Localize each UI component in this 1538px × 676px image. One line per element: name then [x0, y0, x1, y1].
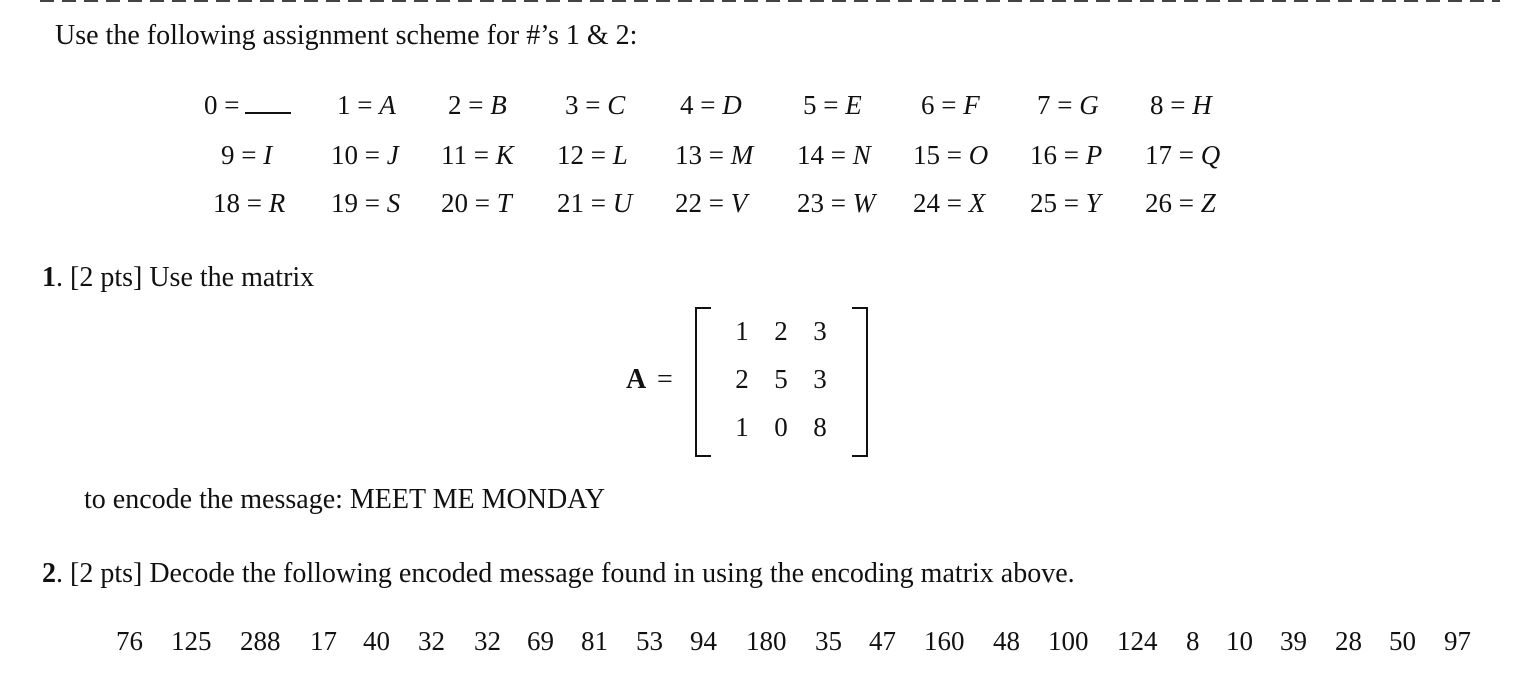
question-1-heading: [42, 262, 314, 294]
scheme-number: 3 =: [565, 90, 608, 120]
scheme-letter: X: [968, 188, 986, 218]
scheme-number: 15 =: [913, 140, 969, 170]
scheme-letter: T: [496, 188, 512, 218]
scheme-letter: I: [263, 140, 273, 170]
scheme-letter: M: [730, 140, 754, 170]
scheme-entry: [1030, 188, 1101, 219]
scheme-entry: [337, 90, 396, 121]
encoded-number: 40: [363, 626, 390, 656]
question-2-heading: [42, 558, 1075, 590]
encoded-number: 47: [869, 626, 896, 656]
scheme-number: 5 =: [803, 90, 846, 120]
scheme-letter: F: [963, 90, 980, 120]
scheme-entry: [565, 90, 625, 121]
encoded-number: 28: [1335, 626, 1362, 656]
question-1-number: 1: [42, 262, 56, 293]
encoded-number: 76: [116, 626, 143, 656]
scheme-number: 13 =: [675, 140, 731, 170]
cut-off-heading: [40, 0, 1500, 2]
encoded-number: 69: [527, 626, 554, 656]
scheme-letter: K: [495, 140, 514, 170]
scheme-letter: V: [730, 188, 748, 218]
scheme-number: 4 =: [680, 90, 723, 120]
matrix-entry: 3: [813, 364, 827, 394]
scheme-entry: [331, 188, 400, 219]
scheme-number: 1 =: [337, 90, 380, 120]
scheme-entry: [803, 90, 862, 121]
matrix-entry: 1: [735, 412, 749, 442]
question-2-text: . [2 pts] Decode the following encoded message found in using the encoding matrix above.: [56, 558, 1075, 589]
scheme-number: 12 =: [557, 140, 613, 170]
question-2-number: 2: [42, 558, 56, 589]
scheme-letter: W: [852, 188, 876, 218]
scheme-letter: J: [386, 140, 399, 170]
scheme-entry: [1150, 90, 1212, 121]
scheme-number: 10 =: [331, 140, 387, 170]
scheme-number: 22 =: [675, 188, 731, 218]
scheme-letter: Z: [1200, 188, 1216, 218]
encoded-number: 48: [993, 626, 1020, 656]
intro-text: Use the following assignment scheme for #’s 1 & 2:: [55, 20, 638, 51]
scheme-entry: [797, 140, 871, 171]
scheme-number: 26 =: [1145, 188, 1201, 218]
matrix-entry: 8: [813, 412, 827, 442]
scheme-letter: N: [852, 140, 871, 170]
scheme-entry: [441, 140, 514, 171]
scheme-number: 11 =: [441, 140, 496, 170]
matrix-entry: 2: [735, 364, 749, 394]
scheme-number: 24 =: [913, 188, 969, 218]
scheme-entry: [913, 140, 988, 171]
encoded-number: 17: [310, 626, 337, 656]
scheme-number: 6 =: [921, 90, 964, 120]
scheme-entry: [675, 188, 747, 219]
encoded-number: 160: [924, 626, 965, 656]
matrix-entry: 5: [774, 364, 788, 394]
scheme-entry: [1145, 188, 1216, 219]
scheme-letter: S: [386, 188, 401, 218]
encoded-number: 39: [1280, 626, 1307, 656]
scheme-number: 25 =: [1030, 188, 1086, 218]
scheme-letter: H: [1192, 90, 1212, 120]
scheme-number: 17 =: [1145, 140, 1201, 170]
scheme-entry: [441, 188, 512, 219]
scheme-letter: C: [607, 90, 626, 120]
encoded-number: 35: [815, 626, 842, 656]
scheme-entry: [557, 140, 628, 171]
scheme-entry: [675, 140, 753, 171]
encoded-number: 53: [636, 626, 663, 656]
scheme-entry: [331, 140, 399, 171]
scheme-letter: E: [845, 90, 862, 120]
scheme-number: 19 =: [331, 188, 387, 218]
scheme-entry: [680, 90, 742, 121]
scheme-entry: [213, 188, 285, 219]
encoded-number: 288: [240, 626, 281, 656]
encoded-number: 81: [581, 626, 608, 656]
encoded-number: 8: [1186, 626, 1200, 656]
scheme-letter: B: [490, 90, 507, 120]
scheme-entry: [1145, 140, 1220, 171]
scheme-entry: [557, 188, 632, 219]
scheme-entry: [204, 90, 291, 121]
scheme-number: 0 =: [204, 90, 240, 120]
matrix-equals: =: [657, 364, 673, 395]
blank-line: [245, 90, 291, 114]
scheme-entry: [921, 90, 980, 121]
encoded-number: 100: [1048, 626, 1089, 656]
matrix-right-bracket: [852, 307, 868, 457]
scheme-number: 16 =: [1030, 140, 1086, 170]
scheme-letter: R: [268, 188, 286, 218]
scheme-letter: G: [1079, 90, 1099, 120]
matrix-entry: 0: [774, 412, 788, 442]
scheme-number: 21 =: [557, 188, 613, 218]
scheme-letter: P: [1085, 140, 1103, 170]
encoded-number: 124: [1117, 626, 1158, 656]
encoded-number: 50: [1389, 626, 1416, 656]
scheme-number: 7 =: [1037, 90, 1080, 120]
scheme-number: 14 =: [797, 140, 853, 170]
scheme-letter: Y: [1085, 188, 1101, 218]
scheme-letter: A: [379, 90, 396, 120]
scheme-number: 20 =: [441, 188, 497, 218]
scheme-entry: [1037, 90, 1099, 121]
scheme-number: 2 =: [448, 90, 491, 120]
scheme-number: 18 =: [213, 188, 269, 218]
matrix-label: A: [626, 364, 647, 395]
encoded-number: 125: [171, 626, 212, 656]
scheme-number: 8 =: [1150, 90, 1193, 120]
matrix-left-bracket: [695, 307, 711, 457]
encoded-number: 94: [690, 626, 717, 656]
scheme-letter: D: [722, 90, 742, 120]
encode-instruction: to encode the message: MEET ME MONDAY: [84, 484, 606, 515]
encoded-number: 180: [746, 626, 787, 656]
scheme-entry: [221, 140, 272, 171]
matrix-entry: 2: [774, 316, 788, 346]
scheme-letter: Q: [1200, 140, 1221, 170]
scheme-entry: [913, 188, 985, 219]
encoded-number: 32: [474, 626, 501, 656]
scheme-number: 23 =: [797, 188, 853, 218]
scheme-entry: [797, 188, 875, 219]
question-1-text: . [2 pts] Use the matrix: [56, 262, 315, 293]
encoded-number: 97: [1444, 626, 1471, 656]
scheme-number: 9 =: [221, 140, 264, 170]
encoded-number: 10: [1226, 626, 1253, 656]
encoded-number: 32: [418, 626, 445, 656]
scheme-entry: [1030, 140, 1102, 171]
scheme-letter: L: [612, 140, 628, 170]
scheme-letter: O: [968, 140, 989, 170]
scheme-letter: U: [612, 188, 633, 218]
matrix-entry: 1: [735, 316, 749, 346]
scheme-entry: [448, 90, 507, 121]
matrix-entry: 3: [813, 316, 827, 346]
